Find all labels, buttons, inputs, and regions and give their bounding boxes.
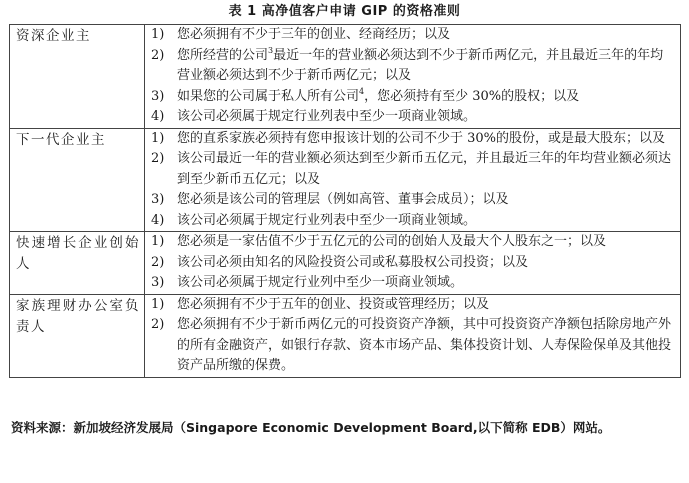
criteria-number: 1) xyxy=(151,296,165,312)
criteria-item xyxy=(151,190,676,211)
criteria-text xyxy=(177,295,676,316)
category-cell xyxy=(10,128,145,232)
criteria-number: 1) xyxy=(151,234,165,249)
category-label: 下一代企业主 xyxy=(16,131,106,148)
source-note: 资料来源：新加坡经济发展局（Singapore Economic Development Board,以下简称 EDB）网站。 xyxy=(11,420,611,435)
criteria-number: 1) xyxy=(151,27,165,42)
criteria-text-part: 您必须拥有不少于五年的创业、投资或管理经历；以及 xyxy=(177,296,490,312)
criteria-number: 3) xyxy=(151,192,165,207)
category-label: 资深企业主 xyxy=(16,28,91,44)
table-row xyxy=(10,294,681,377)
criteria-number: 3) xyxy=(151,88,165,104)
category-cell xyxy=(10,25,145,129)
criteria-text xyxy=(177,129,676,150)
criteria-text-part: 您必须是该公司的管理层（例如高管、董事会成员）；以及 xyxy=(177,192,509,207)
criteria-item xyxy=(151,87,676,108)
criteria-item xyxy=(151,273,676,294)
category-label: 家族理财办公室负责人 xyxy=(16,297,140,335)
criteria-text xyxy=(177,87,676,108)
criteria-text xyxy=(177,211,676,232)
criteria-item xyxy=(151,295,676,316)
table-caption: 表 1 高净值客户申请 GIP 的资格准则 xyxy=(228,4,461,19)
table-row xyxy=(10,128,681,232)
criteria-text xyxy=(177,253,676,274)
criteria-number: 1) xyxy=(151,130,165,146)
category-label: 快速增长企业创始人 xyxy=(16,235,140,272)
criteria-text-part: 您必须拥有不少于三年的创业、经商经历；以及 xyxy=(177,27,451,42)
criteria-text-part: 该公司必须属于规定行业列中至少一项商业领域。 xyxy=(177,275,464,290)
criteria-item xyxy=(151,211,676,232)
criteria-number: 2) xyxy=(151,317,165,332)
criteria-text xyxy=(177,232,676,253)
criteria-number: 2) xyxy=(151,151,165,166)
criteria-number: 2) xyxy=(151,254,165,270)
criteria-item xyxy=(151,46,676,87)
criteria-text xyxy=(177,315,676,377)
criteria-item xyxy=(151,315,676,377)
criteria-text-part: 如果您的公司属于私人所有公司 xyxy=(177,88,360,104)
criteria-text xyxy=(177,273,676,294)
criteria-text-part: 该公司必须属于规定行业列表中至少一项商业领域。 xyxy=(177,212,477,228)
category-cell xyxy=(10,232,145,295)
criteria-text-part: 最近一年的营业额必须达到不少于新币两亿元，并且最近三年的年均营业额必须达到不少于新币两亿元；以及 xyxy=(177,47,664,83)
criteria-text xyxy=(177,107,676,128)
footnote-marker: 4 xyxy=(359,86,365,96)
criteria-item xyxy=(151,253,676,274)
criteria-number: 3) xyxy=(151,275,165,290)
criteria-cell xyxy=(145,25,681,129)
criteria-text-part: 该公司最近一年的营业额必须达到至少新币五亿元，并且最近三年的年均营业额必须达到至少新币五亿元；以及 xyxy=(177,151,672,187)
criteria-cell xyxy=(145,232,681,295)
criteria-number: 4) xyxy=(151,212,165,228)
criteria-number: 4) xyxy=(151,109,165,124)
criteria-text-part: 您的直系家族必须持有您申报该计划的公司不少于 30%的股份，或是最大股东；以及 xyxy=(177,130,666,146)
criteria-text xyxy=(177,149,676,190)
criteria-item xyxy=(151,25,676,46)
criteria-text xyxy=(177,46,676,87)
criteria-cell xyxy=(145,294,681,377)
criteria-number: 2) xyxy=(151,47,165,63)
criteria-text-part: 您所经营的公司 xyxy=(177,47,269,63)
criteria-text xyxy=(177,25,676,46)
table-row xyxy=(10,25,681,129)
criteria-item xyxy=(151,232,676,253)
eligibility-criteria-table xyxy=(9,24,681,378)
criteria-item xyxy=(151,129,676,150)
criteria-item xyxy=(151,149,676,190)
criteria-cell xyxy=(145,128,681,232)
criteria-text-part: 您必须是一家估值不少于五亿元的公司的创始人及最大个人股东之一；以及 xyxy=(177,234,607,249)
criteria-text-part: ，您必须持有至少 30%的股权；以及 xyxy=(364,88,580,104)
criteria-text-part: 您必须拥有不少于新币两亿元的可投资资产净额，其中可投资资产净额包括除房地产外的所有金融资产，如银行存款、资本市场产品、集体投资计划、人寿保险保单及其他投资产品所缴的保费。 xyxy=(177,317,672,373)
category-cell xyxy=(10,294,145,377)
criteria-text-part: 该公司必须由知名的风险投资公司或私募股权公司投资；以及 xyxy=(177,254,529,270)
criteria-text-part: 该公司必须属于规定行业列表中至少一项商业领域。 xyxy=(177,109,477,124)
criteria-text xyxy=(177,190,676,211)
criteria-item xyxy=(151,107,676,128)
footnote-marker: 3 xyxy=(268,45,274,55)
table-row xyxy=(10,232,681,295)
